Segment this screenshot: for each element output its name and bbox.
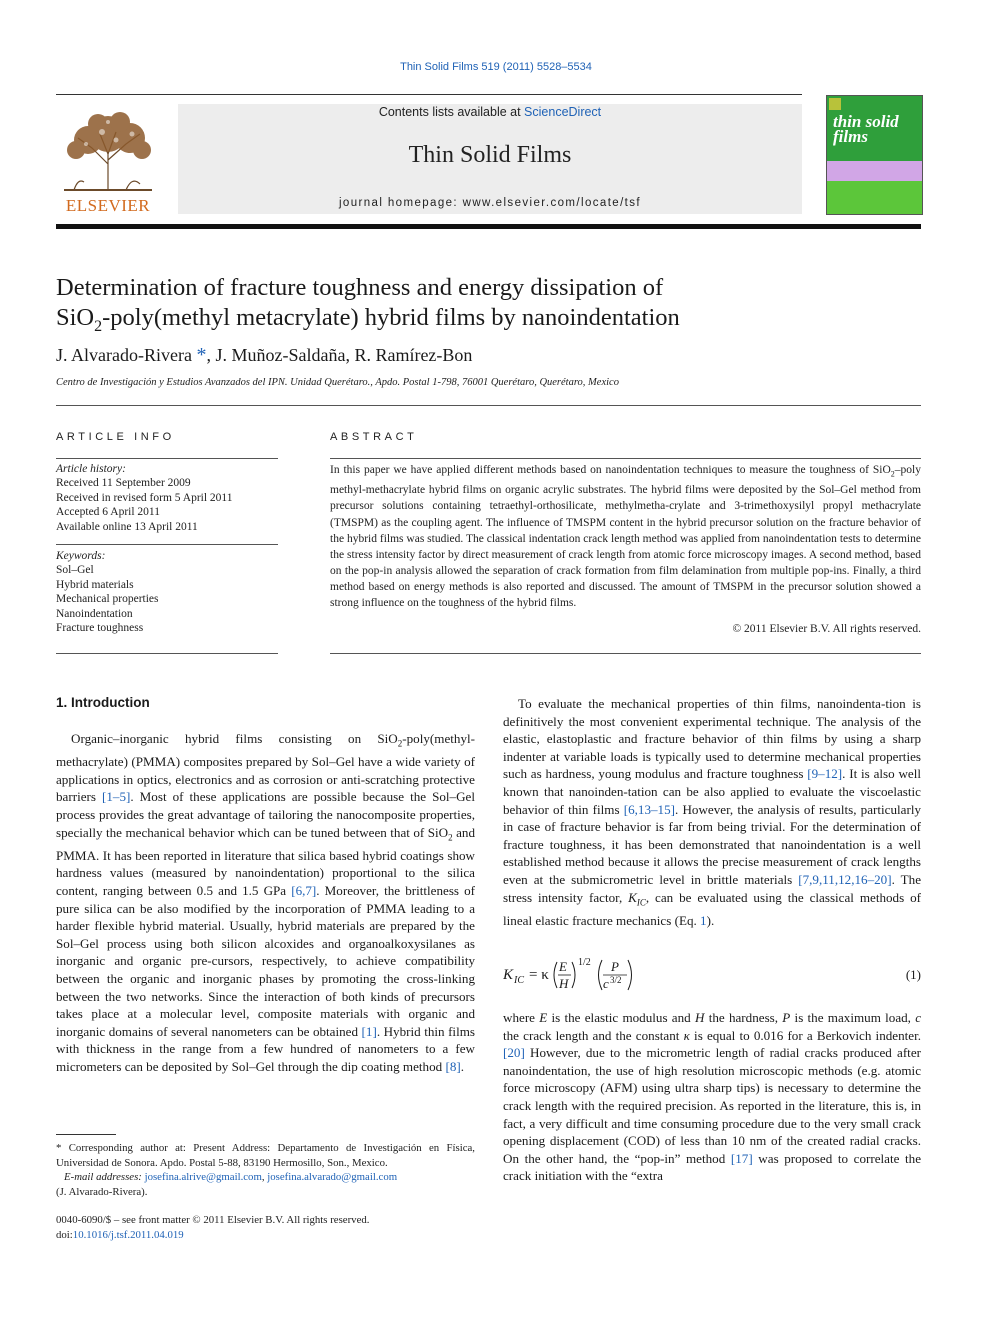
equation-number: (1): [905, 967, 921, 982]
history-accepted: Accepted 6 April 2011: [56, 506, 161, 519]
citation-link[interactable]: [6,13–15]: [623, 801, 676, 817]
math-symbol: c: [915, 1010, 922, 1025]
email-line: [56, 1170, 475, 1185]
equation-ref-link[interactable]: 1: [700, 912, 707, 928]
doi-line: [56, 1228, 475, 1243]
sciencedirect-link[interactable]: ScienceDirect: [524, 105, 602, 119]
title-formula-subscript: 2: [94, 317, 103, 335]
intro-left-column: [56, 730, 475, 1076]
front-matter: [56, 1213, 475, 1242]
cover-footer-band: [827, 181, 922, 214]
footnote-rule: [56, 1134, 116, 1135]
email-owner: (J. Alvarado-Rivera).: [56, 1185, 148, 1198]
keyword-item: Nanoindentation: [56, 607, 133, 620]
abstract-subscript: 2: [890, 469, 895, 479]
math-subscript: IC: [636, 897, 646, 908]
text-run: is equal to 0.016 for a Berkovich indenter.: [689, 1027, 922, 1043]
text-run: However, due to the micrometric length of radial cracks produced after nanoindentation, the use of high resolution microscopic methods (e.g. atomic force microscopy (AFM) using ultra sharp tips) is necessary to determine the crack length with the required precision. As reported in the literature, this is, in fact, a very difficult and time consuming procedure due to the very small crack opening displacement (COD) of less than 10 nm of the created radial cracks. On the other hand, the “pop-in” method: [503, 1045, 921, 1166]
intro-right-column-top: [503, 695, 921, 929]
other-authors: , J. Muñoz-Saldaña, R. Ramírez-Bon: [206, 345, 473, 365]
text-run: . It is also well known that nanoinden-tation can be also applied to evaluate the viscoelastic behavior of thin films: [503, 766, 921, 817]
abstract-part: In this paper we have applied different methods based on nanoindentation techniques to measure the toughness of SiO: [330, 464, 891, 476]
copyright-notice: © 2011 Elsevier B.V. All rights reserved.: [732, 623, 921, 635]
text-run: , can be evaluated using the classical methods of lineal elastic fracture mechanics (Eq.: [503, 889, 921, 928]
keyword-item: Hybrid materials: [56, 578, 134, 591]
eq-lhs-subscript: IC: [514, 975, 524, 986]
journal-name: Thin Solid Films: [408, 142, 572, 168]
equation-1: [503, 955, 921, 995]
eq-paren-left-2: [599, 960, 603, 990]
article-info-heading: ARTICLE INFO: [56, 431, 175, 443]
masthead-top-rule: [56, 94, 802, 95]
citation-link[interactable]: [9–12]: [807, 766, 843, 782]
citation-link[interactable]: [1]: [361, 1023, 377, 1039]
text-run: is the elastic modulus and: [547, 1010, 695, 1025]
text-run: To evaluate the mechanical properties of thin films, nanoindenta-tion is definitively the most convenient experimental technique. The analysis of the elastic, elastoplastic and fracture behavior of thin films by using a sharp indenter at variable loads is typically used to determine mechanical properties such as hardness, young modulus and fracture toughness: [503, 696, 921, 782]
intro-paragraph-1: [56, 730, 475, 1076]
text-run: . Most of these applications are possible because the Sol–Gel process provides the great advantage of tailoring the nanocomposite properties, specially the mechanical behavior which can be tuned between that of SiO: [56, 789, 475, 840]
email-link-1[interactable]: josefina.alrive@gmail.com: [144, 1171, 262, 1183]
eq-paren-left: [554, 962, 557, 988]
title-line-1: Determination of fracture toughness and energy dissipation of: [56, 274, 664, 301]
eq-equals-kappa: = κ: [529, 967, 549, 983]
corresponding-note: * Corresponding author at: Present Address: Departamento de Investigación en Física, Universidad de Sonora. Apdo. Postal 5-88, 83190 Hermosillo, Son., Mexico.: [56, 1142, 475, 1169]
text-run: . Hybrid thin films with thickness in the range from a few hundred of nanometers to a few micrometers can be deposited by Sol–Gel through the dip coating method: [56, 1023, 475, 1074]
eq-lhs: K: [503, 967, 514, 983]
history-received: Received 11 September 2009: [56, 477, 191, 490]
subscript: 2: [397, 738, 403, 749]
doi-label: doi:: [56, 1228, 73, 1241]
text-run: . Moreover, the brittleness of pure silica can be also modified by the incorporation of PMMA leading to a harder flexible hybrid material. Usually, hybrid materials are prepared by the Sol–Gel process using both silicon alcoxides and organoalkoxysilanes as inorganic and organic pre-cursors, respectively, to achieve compatibility between the organic and inorganic phases by promoting the cross-linking between the two networks. Since the interaction of both kinds of precursors takes place at a molecular level, composite materials with organic and inorganic domains of several nanometers can be obtained: [56, 882, 475, 1039]
math-symbol: K: [628, 889, 637, 905]
citation-link[interactable]: [20]: [503, 1045, 525, 1061]
text-run: Organic–inorganic hybrid films consisting on SiO: [71, 731, 398, 746]
title-formula: SiO: [56, 304, 95, 331]
history-revised: Received in revised form 5 April 2011: [56, 491, 233, 504]
citation-link[interactable]: [8]: [445, 1058, 461, 1074]
abstract-heading: ABSTRACT: [330, 431, 418, 443]
author-1: J. Alvarado-Rivera: [56, 345, 192, 365]
title-divider: [56, 405, 921, 406]
cover-band: [827, 161, 922, 181]
abstract-text: [330, 462, 921, 611]
abstract-bottom-rule: [330, 653, 921, 654]
abstract-rule: [330, 458, 921, 459]
history-label: Article history:: [56, 463, 126, 475]
affiliation: Centro de Investigación y Estudios Avanzados del IPN. Unidad Querétaro., Apdo. Postal 1-798, 76001 Querétaro, Querétaro, Mexico: [56, 377, 619, 388]
eq-paren-right-2: [628, 960, 632, 990]
article-info-rule: [56, 458, 278, 459]
eq-E: E: [559, 959, 567, 974]
doi-link[interactable]: 10.1016/j.tsf.2011.04.019: [72, 1228, 184, 1241]
article-info-bottom-rule: [56, 653, 278, 654]
citation-link[interactable]: [7,9,11,12,16–20]: [798, 871, 892, 887]
author-list: [56, 344, 472, 367]
journal-citation[interactable]: Thin Solid Films 519 (2011) 5528–5534: [400, 61, 592, 73]
eq-c-exponent: 3/2: [610, 975, 622, 985]
text-run: .: [460, 1058, 465, 1074]
keywords: [56, 549, 278, 635]
cover-title: thin solid films: [833, 112, 899, 146]
email-link-2[interactable]: josefina.alvarado@gmail.com: [267, 1171, 398, 1183]
keywords-label: Keywords:: [56, 550, 106, 562]
intro-paragraph-3: [503, 1009, 921, 1185]
corresponding-author-footnote: [56, 1141, 475, 1199]
keywords-rule: [56, 544, 278, 545]
keyword-item: Sol–Gel: [56, 564, 94, 577]
section-heading-introduction: 1. Introduction: [56, 695, 150, 710]
title-line-2: [56, 303, 916, 342]
math-symbol: H: [694, 1010, 705, 1025]
text-run: . The stress intensity factor,: [503, 871, 922, 905]
abstract-part: –poly methyl-methacrylate hybrid films on organic acrylic substrates. The hybrid films were deposited by the Sol–Gel method from precursor solutions containing tetraethyl-orthosilicate, methylmetha-crylate and 3-trimethoxysilyl propyl methacrylate (TMSPM) as the coupling agent. The influence of TMSPM content in the hybrid precursor solution on the fracture behavior of the hybrid films was studied. The classical indentation crack length method was applied from nanoindentation tests to determine the stress intensity factor by direct measurement of crack length from atomic force microscopy images. A second method, based on the pop-in analysis allowed the separation of crack formation from film delamination from multiple pop-ins. Finally, a third method based on energy methods is also reported and discussed. The amount of TMSPM in the precursor solution showed a strong influence on the toughness of the hybrid films.: [330, 464, 921, 610]
title-rest: -poly(methyl metacrylate) hybrid films by nanoindentation: [102, 304, 680, 331]
corresponding-author-mark[interactable]: *: [196, 344, 207, 366]
intro-right-column-bottom: [503, 1009, 921, 1185]
citation-link[interactable]: [6,7]: [291, 882, 317, 898]
text-run: . However, the analysis of results, particularly in case of fracture behavior is far from being trivial. For the determination of fracture toughness, it has been demonstrated that nanoindentation is a well established method because it allows the precise measurement of crack lengths even at the submicrometric level in brittle materials: [503, 801, 921, 887]
article-title: [56, 273, 916, 342]
history-online: Available online 13 April 2011: [56, 520, 198, 533]
contents-availability: [178, 105, 802, 119]
email-label: E-mail addresses:: [64, 1171, 145, 1183]
citation-link[interactable]: [1–5]: [102, 789, 131, 805]
eq-exponent: 1/2: [578, 957, 591, 968]
contents-prefix: Contents lists available at: [378, 105, 525, 119]
journal-homepage[interactable]: journal homepage: www.elsevier.com/locate/tsf: [338, 197, 642, 209]
text-run: the crack length and the constant: [503, 1027, 684, 1043]
issn-line: 0040-6090/$ – see front matter © 2011 Elsevier B.V. All rights reserved.: [56, 1214, 370, 1226]
cover-emblem: [829, 98, 841, 110]
citation-link[interactable]: [17]: [730, 1150, 753, 1166]
text-run: -poly(methyl-methacrylate) (PMMA) composites prepared by Sol–Gel have a wide variety of applications in optics, electronics and as corrosion or anti-scratching protective barriers: [56, 731, 475, 805]
text-run: is the maximum load,: [790, 1010, 916, 1025]
math-symbol: P: [782, 1010, 791, 1025]
subscript: 2: [448, 832, 453, 843]
eq-paren-right: [572, 962, 575, 988]
masthead-bottom-rule: [56, 224, 921, 229]
keyword-item: Mechanical properties: [56, 593, 159, 606]
email-separator: ,: [261, 1171, 268, 1183]
text-run: ).: [706, 912, 715, 928]
text-run: was proposed to correlate the crack initiation with the “extra: [503, 1150, 922, 1184]
journal-cover-thumbnail: [826, 95, 923, 215]
article-history: [56, 462, 278, 534]
text-run: where: [503, 1010, 540, 1025]
math-symbol: κ: [683, 1027, 690, 1043]
math-symbol: E: [539, 1010, 548, 1025]
intro-paragraph-2: [503, 695, 921, 929]
text-run: the hardness,: [704, 1010, 783, 1025]
keyword-item: Fracture toughness: [56, 622, 144, 635]
eq-H: H: [559, 976, 569, 991]
eq-P: P: [611, 959, 619, 974]
publisher-wordmark: ELSEVIER: [65, 196, 151, 215]
eq-c: c: [603, 976, 609, 991]
text-run: and PMMA. It has been reported in literature that silica based hybrid coatings show hardness values (measured by nanoindentation) proportional to the silica content, ranging between 0.5 and 1.5 GPa: [56, 824, 476, 898]
